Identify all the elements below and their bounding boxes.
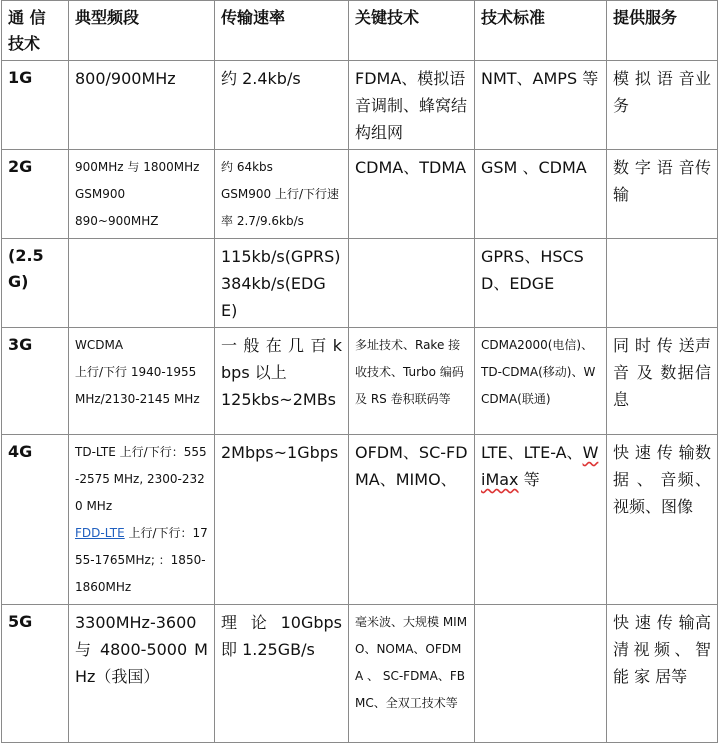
generation-cell: 1G [2, 61, 69, 150]
service-cell: 快 速 传 输数 据 、 音频、视频、图像 [607, 435, 718, 605]
table-row [2, 150, 718, 239]
service-cell: 快 速 传 输高清视频、智 能 家 居等 [607, 605, 718, 743]
table-row [2, 605, 718, 743]
key-tech-cell: FDMA、模拟语音调制、蜂窝结构组网 [349, 61, 475, 150]
rate-cell: 115kb/s(GPRS) 384kb/s(EDGE) [215, 239, 349, 328]
header-cell-rate: 传输速率 [215, 1, 349, 61]
header-cell-tech: 通 信 技术 [2, 1, 69, 61]
fdd-lte-link[interactable]: FDD-LTE [75, 526, 125, 540]
key-tech-cell: 多址技术、Rake 接收技术、Turbo 编码及 RS 卷积联码等 [349, 328, 475, 435]
generation-cell: (2.5G) [2, 239, 69, 328]
header-cell-std: 技术标准 [475, 1, 607, 61]
standard-cell [475, 605, 607, 743]
standard-cell: NMT、AMPS 等 [475, 61, 607, 150]
generation-cell: 5G [2, 605, 69, 743]
table-row [2, 239, 718, 328]
rate-cell: 约 64kbs GSM900 上行/下行速率 2.7/9.6kb/s [215, 150, 349, 239]
header-row [2, 1, 718, 61]
band-cell [69, 239, 215, 328]
service-cell: 同 时 传 送声 音 及 数据信息 [607, 328, 718, 435]
standard-cell: LTE、LTE-A、WiMax 等 [475, 435, 607, 605]
band-cell: TD-LTE 上行/下行：555-2575 MHz, 2300-2320 MHz FDD-LTE 上行/下行：1755-1765MHz; ：1850-1860MHz [69, 435, 215, 605]
generation-cell: 4G [2, 435, 69, 605]
service-cell: 模 拟 语 音业务 [607, 61, 718, 150]
rate-cell: 理 论 10Gbps 即 1.25GB/s [215, 605, 349, 743]
service-cell [607, 239, 718, 328]
rate-cell: 约 2.4kb/s [215, 61, 349, 150]
band-cell: 3300MHz-3600 与 4800-5000 MHz（我国） [69, 605, 215, 743]
rate-cell: 2Mbps~1Gbps [215, 435, 349, 605]
header-cell-key: 关键技术 [349, 1, 475, 61]
generation-cell: 3G [2, 328, 69, 435]
key-tech-cell [349, 239, 475, 328]
standard-cell: GPRS、HSCSD、EDGE [475, 239, 607, 328]
service-cell: 数 字 语 音传输 [607, 150, 718, 239]
band-cell: 900MHz 与 1800MHz GSM900 890~900MHZ [69, 150, 215, 239]
standard-cell: GSM 、CDMA [475, 150, 607, 239]
key-tech-cell: 毫米波、大规模 MIMO、NOMA、OFDMA 、 SC-FDMA、FBMC、全双工技术等 [349, 605, 475, 743]
table-row [2, 328, 718, 435]
band-cell: 800/900MHz [69, 61, 215, 150]
generation-cell: 2G [2, 150, 69, 239]
header-cell-band: 典型频段 [69, 1, 215, 61]
key-tech-cell: OFDM、SC-FDMA、MIMO、 [349, 435, 475, 605]
header-cell-service: 提供服务 [607, 1, 718, 61]
standard-cell: CDMA2000(电信)、TD-CDMA(移动)、WCDMA(联通) [475, 328, 607, 435]
rate-cell: 一 般 在 几 百 kbps 以上 125kbs~2MBs [215, 328, 349, 435]
comm-tech-table [1, 0, 718, 743]
key-tech-cell: CDMA、TDMA [349, 150, 475, 239]
spellcheck-word: WiMax [481, 443, 599, 489]
table-row [2, 435, 718, 605]
table-row [2, 61, 718, 150]
band-cell: WCDMA 上行/下行 1940-1955 MHz/2130-2145 MHz [69, 328, 215, 435]
